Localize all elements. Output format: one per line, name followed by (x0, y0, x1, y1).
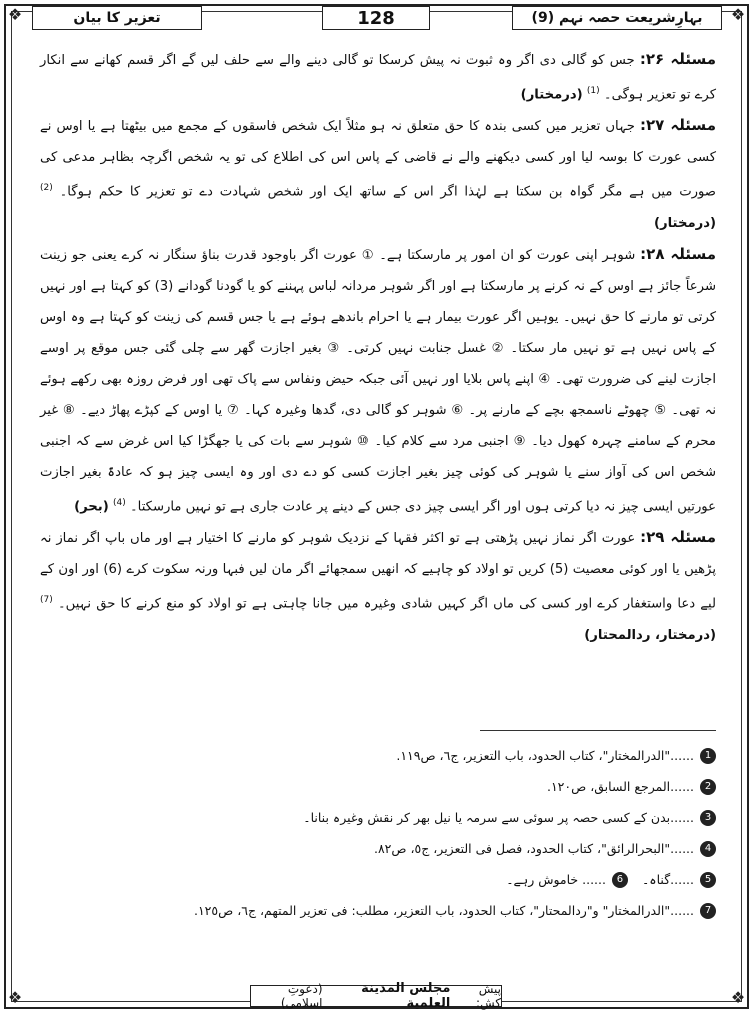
page-number: 128 (322, 6, 430, 30)
footnotes (40, 740, 716, 926)
footnote-number: 7 (700, 903, 716, 919)
footnote-text: ......"الدرالمختار"، کتاب الحدود، باب التعزیر، ج٦، ص١١٩. (396, 748, 694, 763)
footer-prefix: پیش کش: (475, 982, 501, 1010)
source-reference: (درمختار، ردالمحتار) (584, 627, 716, 643)
footnote-number: 6 (612, 872, 628, 888)
footnote-number: 5 (700, 872, 716, 888)
main-text (40, 44, 716, 651)
footnote-text: ......المرجع السابق، ص١٢٠. (546, 779, 694, 794)
footnote-text: ......"الدرالمختار" و"ردالمحتار"، کتاب الحدود، باب التعزیر، مطلب: فی تعزیر المتهم، ج٦، ص١٢٥. (193, 903, 694, 918)
footnote (40, 740, 716, 771)
footer-suffix: (دعوتِ اسلامی) (280, 982, 323, 1010)
masala-paragraph (40, 522, 716, 650)
footnote-text: ...... خاموش رہے۔ (506, 872, 606, 887)
footnote-marker: (4) (112, 497, 126, 508)
masala-text: شوہر اپنی عورت کو ان امور پر مارسکتا ہے۔ ① عورت اگر باوجود قدرت بناؤ سنگار نہ کرے یعنی جو زینت شرعاً جائز ہے اوس کے نہ کرنے پر مارسکتا ہے اور اگر شوہر مردانہ لباس پہننے کو یا گودنا گودانے (3) کو کہتا ہے اور نہیں کرتی تو مارنے کا حق نہیں۔ یوہیں اگر عورت بیمار ہے یا احرام باندھے ہوئے ہے یا جس قسم کی زینت کو کہتا ہے وہ اوس کے پاس نہیں ہے تو نہیں مار سکتا۔ ② غسل جنابت نہیں کرتی۔ ③ بغیر اجازت گھر سے چلی گئی جس موقع پر اوسے اجازت لینے کی ضرورت تھی۔ ④ اپنے پاس بلایا اور نہیں آئی جبکہ حیض ونفاس سے پاک تھی اور فرض روزہ بھی رکھے ہوئے نہ تھی۔ ⑤ چھوٹے ناسمجھ بچے کے مارنے پر۔ ⑥ شوہر کو گالی دی، گدھا وغیرہ کہا۔ ⑦ یا اوس کے کپڑے پھاڑ دیے۔ ⑧ غیر محرم کے سامنے چہرہ کھول دیا۔ ⑨ اجنبی مرد سے کلام کیا۔ ⑩ شوہر سے بات کی یا جھگڑا کیا اس غرض سے کہ اجنبی شخص اس کی آواز سنے یا شوہر کی کوئی چیز بغیر اجازت کسی کو دے دی اور وہ ایسی چیز ہو کہ عادۃً بغیر اجازت عورتیں ایسی چیز نہ دیا کرتی ہوں اور اگر ایسی چیز دی جس کے دینے پر عادت جاری ہے تو نہیں مارسکتا۔ (40, 247, 716, 515)
corner-ornament: ❖ (730, 988, 746, 1007)
footnote (40, 833, 716, 864)
book-title: بہارِشریعت حصہ نہم (9) (512, 6, 722, 30)
footnote (40, 802, 716, 833)
masala-paragraph (40, 239, 716, 522)
footnote-number: 1 (700, 748, 716, 764)
corner-ornament: ❖ (730, 5, 746, 24)
masala-number: مسئلہ ۲۶: (639, 50, 716, 68)
masala-number: مسئلہ ۲۸: (640, 244, 716, 263)
footnote-number: 3 (700, 810, 716, 826)
footnote-text: ......"البحرالرائق"، کتاب الحدود، فصل فی التعزیر، ج٥، ص٨٢. (373, 841, 694, 856)
source-reference: (درمختار) (653, 215, 716, 231)
footnote (40, 895, 716, 926)
masala-text: جہاں تعزیر میں کسی بندہ کا حق متعلق نہ ہو مثلاً ایک شخص فاسقوں کے مجمع میں بیٹھتا ہے یا اوس نے کسی عورت کا بوسہ لیا اور کسی دیکھنے والے نے قاضی کے پاس اس کی اطلاع کی تو یہ شخص اگرچہ بظاہر مدعی کی صورت میں ہے مگر گواہ بن سکتا ہے لہٰذا اگر اس کے ساتھ ایک اور شخص شہادت دے تو تعزیر کا حکم ہوگا۔ (40, 119, 716, 200)
publisher-footer (250, 981, 502, 1011)
masala-text: جس کو گالی دی اگر وہ ثبوت نہ پیش کرسکا تو گالی دینے والے سے حلف لیں گے اگر قسم کھانے سے انکار کرے تو تعزیر ہوگی۔ (40, 53, 716, 103)
masala-paragraph (40, 110, 716, 238)
corner-ornament: ❖ (7, 5, 23, 24)
corner-ornament: ❖ (7, 988, 23, 1007)
footnote-divider (480, 730, 716, 731)
footnote (40, 864, 716, 895)
source-reference: (بحر) (74, 499, 109, 515)
footer-organization: مجلس المدينة العلمية (361, 981, 451, 1011)
masala-number: مسئلہ ۲۹: (640, 528, 717, 547)
masala-paragraph (40, 44, 716, 110)
footnote-text: ......گناہ۔ (641, 872, 694, 887)
footnote-marker: (2) (40, 183, 53, 194)
masala-number: مسئلہ ۲۷: (639, 116, 716, 135)
footnote-text: ......بدن کے کسی حصہ پر سوئی سے سرمہ یا نیل بھر کر نقش وغیرہ بنانا۔ (303, 810, 694, 825)
footnote (40, 771, 716, 802)
chapter-title: تعزیر کا بیان (32, 6, 202, 30)
footnote-marker: (1) (586, 86, 600, 96)
footnote-number: 4 (700, 841, 716, 857)
footnote-number: 2 (700, 779, 716, 795)
source-reference: (درمختار) (520, 87, 583, 103)
footnote-marker: (7) (40, 595, 53, 606)
masala-text: عورت اگر نماز نہیں پڑھتی ہے تو اکثر فقہا کے نزدیک شوہر کو مارنے کا اختیار ہے اور ماں باپ اگر نماز نہ پڑھیں یا اور کوئی معصیت (5) کریں تو اولاد کو چاہیے کہ انھیں سمجھائے اگر مان لیں فبہا ورنہ سکوت کرے (6) اور اون کے لیے دعا واستغفار کرے اور کسی کی ماں اگر کہیں شادی وغیرہ میں جانا چاہتی ہے تو اولاد کو منع کرنے کا حق نہیں۔ (40, 531, 717, 612)
